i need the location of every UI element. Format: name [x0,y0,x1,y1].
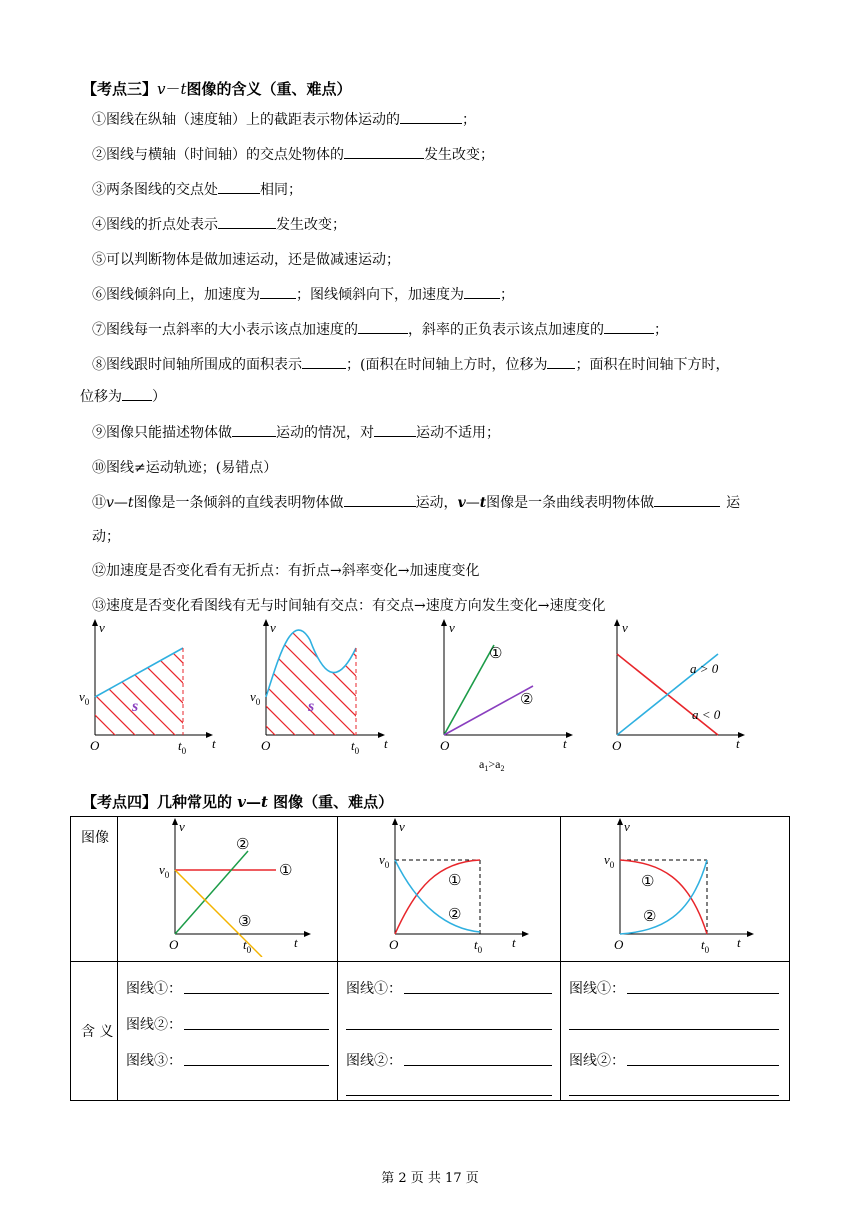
table-graph-1-t-label: t [294,935,298,950]
table-graph-2-t-label: t [512,935,516,950]
item-11: ⑪v—t图像是一条倾斜的直线表明物体做 运动，v—t图像是一条曲线表明物体做 运 [92,492,740,512]
table-graph-3-origin: O [614,937,624,952]
section4-title: 【考点四】几种常见的 v—t 图像（重、难点） [82,793,394,811]
graph-cell-1 [118,817,338,962]
graph-1-t0: $t_0$ [178,738,187,756]
table-graph-1-label-2: ② [236,837,250,853]
item-9: ⑨图像只能描述物体做 运动的情况，对 运动不适用； [92,422,500,442]
vt-graphs-row [0,615,860,775]
item-8: ⑧图线跟时间轴所围成的面积表示 ；(面积在时间轴上方时，位移为 ；面积在时间轴下方时， [92,354,729,374]
graph-3-compare-acceleration [440,620,570,773]
graph-2-t-axis-label: t [384,736,388,751]
table-graph-2-curve-2 [395,860,480,932]
table-graph-2 [338,817,560,957]
graph-4-label-a-neg: a < 0 [692,707,721,722]
meaning-2-blank-2 [346,1070,552,1100]
graph-1-uniform-acceleration [20,620,260,756]
graph-cell-3 [561,817,790,962]
graph-1-v0: $v_0$ [79,689,90,707]
meaning-cell-2 [338,962,561,1101]
graph-2-area-hatch [140,615,450,750]
table-graph-2-t0: $t_0$ [474,937,483,955]
graph-2-t0: $t_0$ [351,738,360,756]
item-3: ③两条图线的交点处 相同； [92,179,302,199]
graph-1-t-axis-label: t [212,736,216,751]
item-10: ⑩图线≠运动轨迹；(易错点） [92,460,278,476]
graph-4-label-a-pos: a > 0 [690,661,719,676]
row-meaning-label: 含 义 [81,1024,114,1040]
meaning-cell-3 [561,962,790,1101]
graph-3-label-2: ② [520,692,534,708]
meaning-3-blank-2 [569,1070,779,1100]
table-graph-1 [118,817,337,957]
row-graph-label-cell [71,817,118,962]
meaning-1-line-3: 图线③： [126,1034,329,1070]
table-graph-3-t0: $t_0$ [701,937,710,955]
meaning-1-line-1: 图线①： [126,962,329,998]
table-graph-3 [561,817,789,957]
graph-3-t-axis-label: t [563,736,567,751]
meaning-cell-1 [118,962,338,1101]
item-2: ②图线与横轴（时间轴）的交点处物体的 发生改变； [92,144,494,164]
table-graph-3-v0: $v_0$ [604,852,615,870]
table-graph-3-t-label: t [737,935,741,950]
item-12: ⑫加速度是否变化看有无折点：有折点→斜率变化→加速度变化 [92,563,480,579]
table-graph-3-v-label: v [624,819,630,834]
table-graph-1-v-label: v [179,819,185,834]
meaning-2-blank-1 [346,998,552,1034]
table-graph-2-v-label: v [399,819,405,834]
table-graph-2-label-2: ② [448,907,462,923]
item-11-cont: 动； [92,529,120,545]
table-graph-2-curve-1 [395,860,480,934]
item-7: ⑦图线每一点斜率的大小表示该点加速度的 ，斜率的正负表示该点加速度的 ； [92,319,668,339]
graph-4-v-axis-label: v [622,620,628,635]
table-graph-3-label-1: ① [641,874,655,890]
graph-1-area-label: s [132,698,139,715]
item-4: ④图线的折点处表示 发生改变； [92,214,346,234]
graph-1-area-hatch [20,640,260,740]
graph-1-origin: O [90,738,100,753]
table-graph-2-origin: O [389,937,399,952]
graph-2-v0: $v_0$ [250,689,261,707]
item-5: ⑤可以判断物体是做加速运动，还是做减速运动； [92,252,400,268]
graph-2-origin: O [261,738,271,753]
meaning-2-line-1: 图线①： [346,962,552,998]
table-graph-1-v0: $v_0$ [159,862,170,880]
meaning-1-line-2: 图线②： [126,998,329,1034]
graph-3-caption: $a_1>a_2$ [479,757,505,773]
graph-2-v-axis-label: v [270,620,276,635]
graph-4-t-axis-label: t [736,736,740,751]
graph-4-origin: O [612,738,622,753]
item-6: ⑥图线倾斜向上，加速度为 ；图线倾斜向下，加速度为 ； [92,284,514,304]
graph-2-curve [266,630,356,697]
table-graph-1-origin: O [169,937,179,952]
graph-2-area-label: s [308,698,315,715]
table-graph-1-t0: $t_0$ [243,937,252,955]
graph-cell-2 [338,817,561,962]
meaning-3-blank-1 [569,998,779,1034]
item-8-cont: 位移为 ） [80,386,166,406]
table-graph-1-label-3: ③ [238,914,252,930]
graph-3-origin: O [440,738,450,753]
graph-4-sign-acceleration [612,620,742,753]
row-graph-label: 图像 [81,830,109,846]
page-footer: 第 2 页 共 17 页 [381,1171,479,1186]
section3-title: 【考点三】v－t图像的含义（重、难点） [82,80,352,98]
graph-1-v-axis-label: v [99,620,105,635]
item-13: ⑬速度是否变化看图线有无与时间轴有交点：有交点→速度方向发生变化→速度变化 [92,598,606,614]
table-graph-1-label-1: ① [279,863,293,879]
table-graph-2-label-1: ① [448,873,462,889]
graph-3-v-axis-label: v [449,620,455,635]
meaning-2-line-2: 图线②： [346,1034,552,1070]
meaning-3-line-1: 图线①： [569,962,779,998]
graph-3-label-1: ① [489,646,503,662]
table-graph-2-v0: $v_0$ [379,852,390,870]
vt-graph-table [70,816,790,1101]
table-graph-3-label-2: ② [643,909,657,925]
meaning-3-line-2: 图线②： [569,1034,779,1070]
row-meaning-label-cell [71,962,118,1101]
item-1: ①图线在纵轴（速度轴）上的截距表示物体运动的 ； [92,109,476,129]
